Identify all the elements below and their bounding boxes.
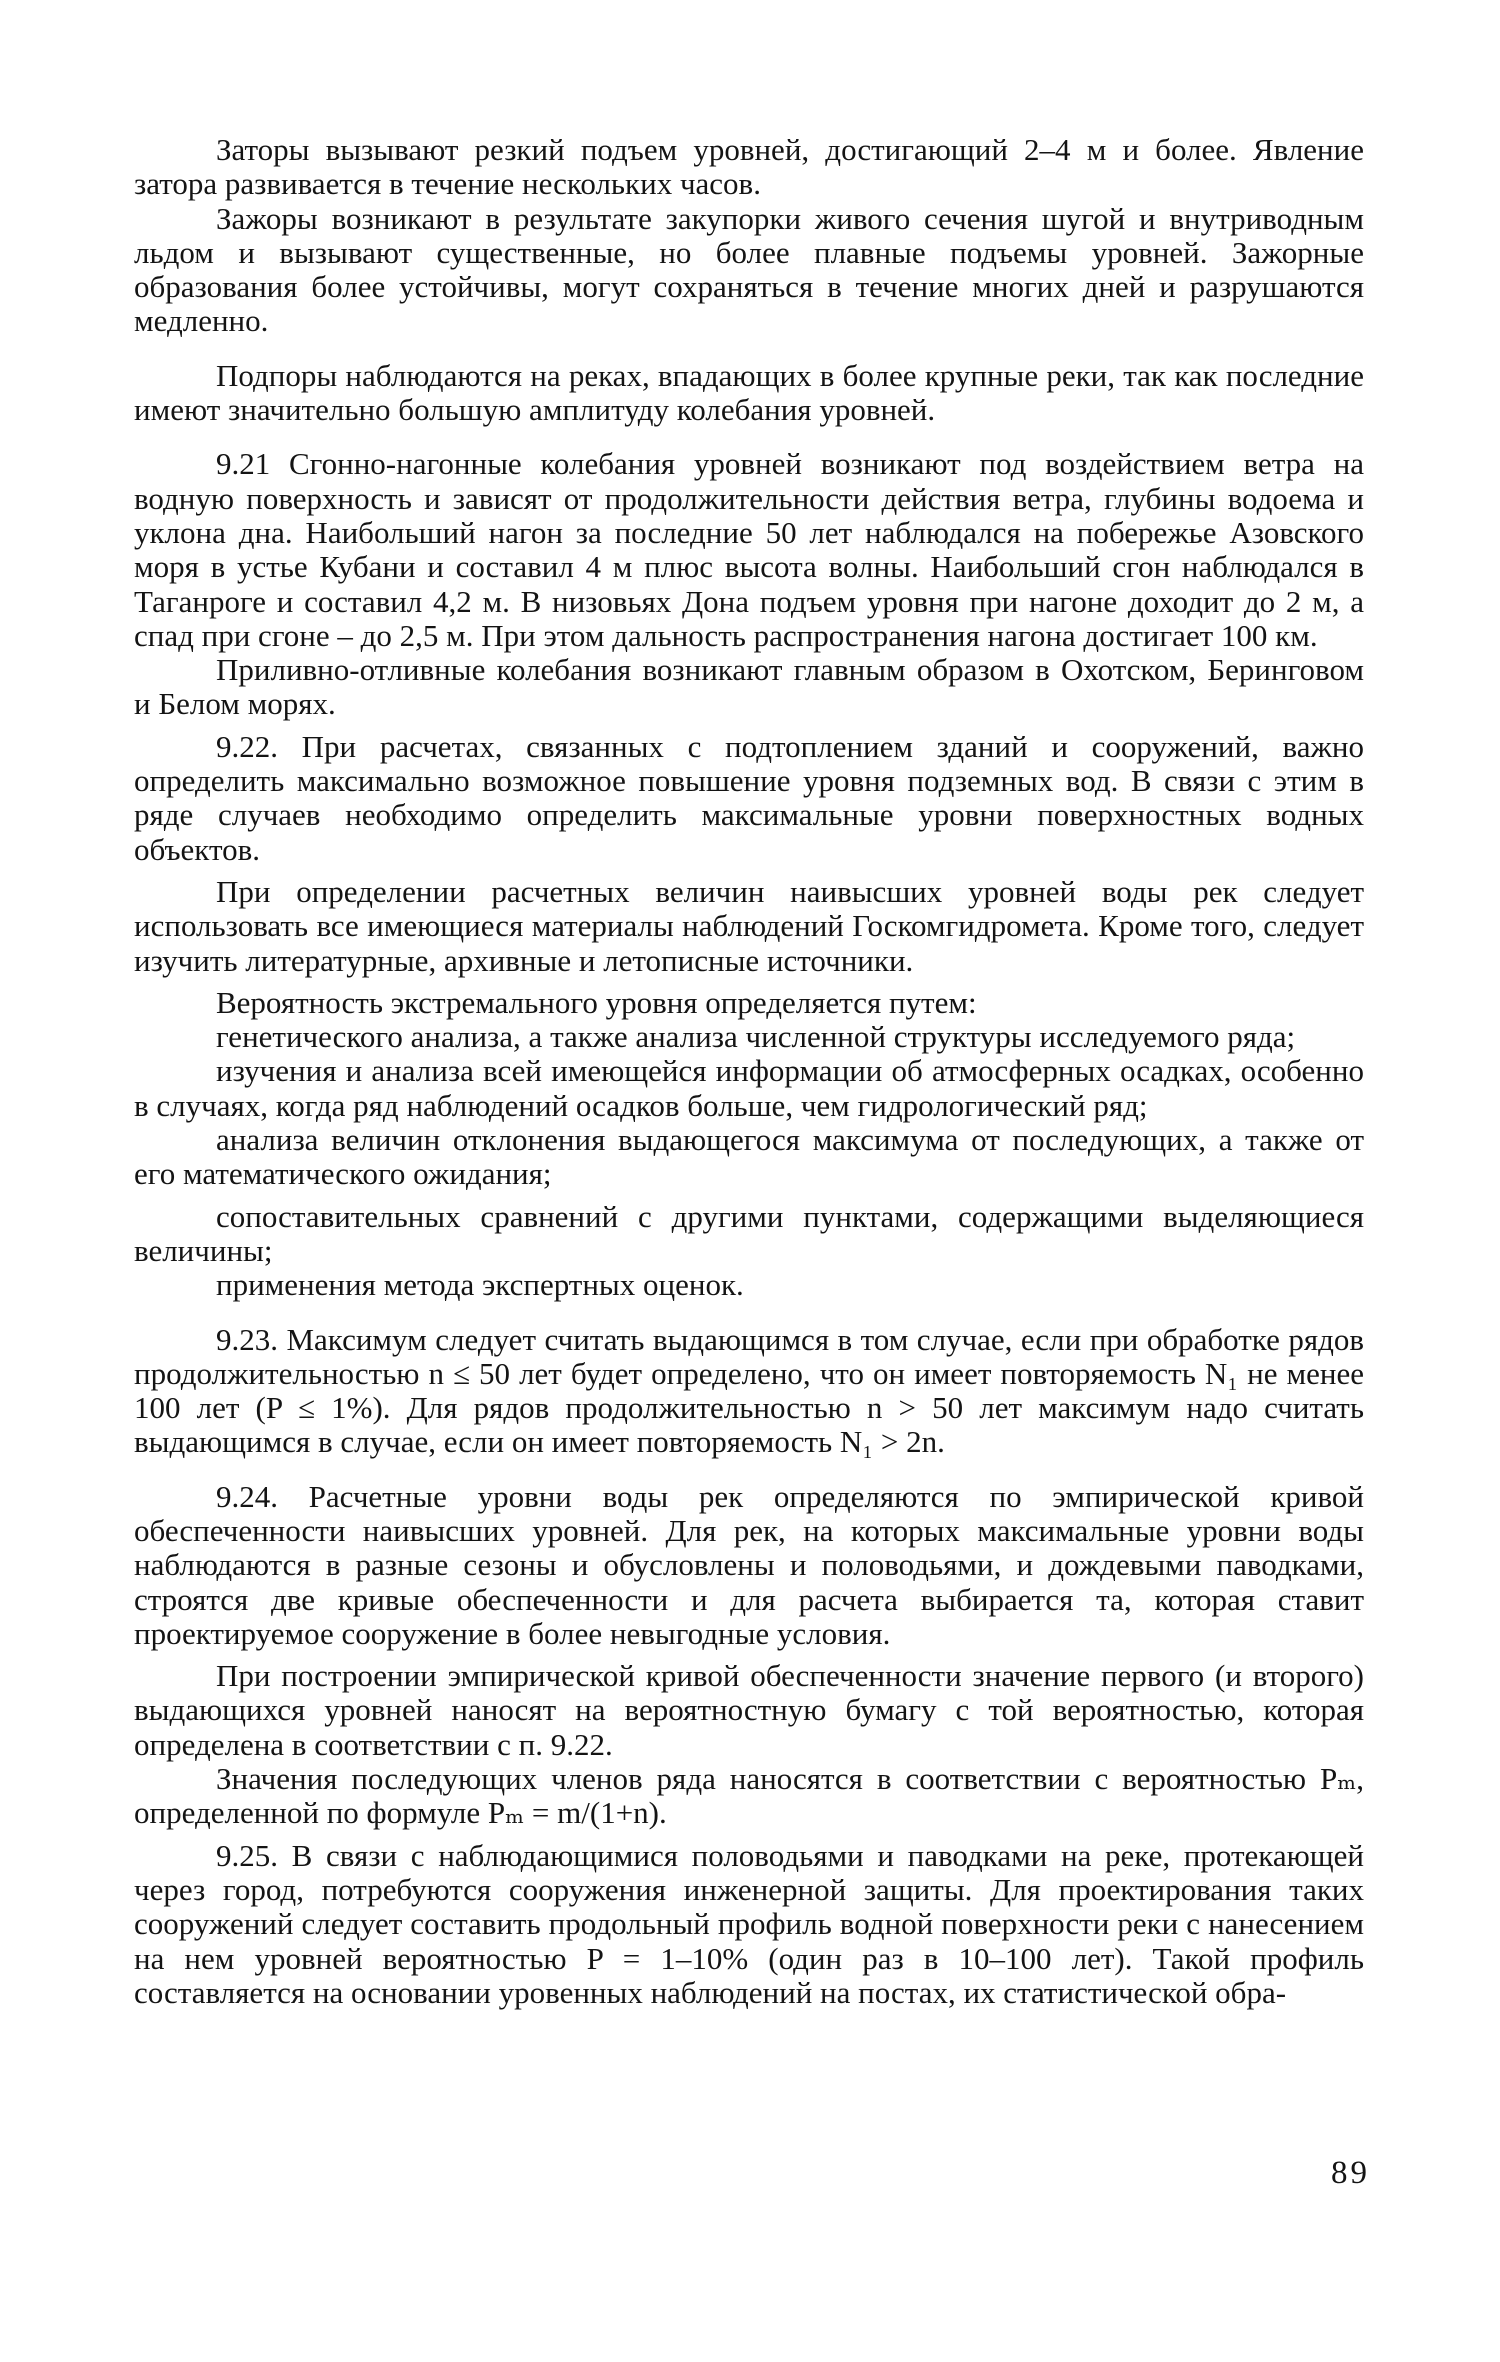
body-text xyxy=(134,133,1364,2010)
list-item-deviation: анализа величин отклонения выдающегося максимума от последующих, а также от его математического ожидания; xyxy=(134,1122,1364,1192)
list-item-genetic-analysis: генетического анализа, а также анализа численной структуры исследуемого ряда; xyxy=(216,1019,1296,1055)
paragraph-9-23: 9.23. Максимум следует считать выдающимся в том случае, если при обработке рядов продолжительностью n ≤ 50 лет будет определено, что он имеет повторяемость N₁ не менее 100 лет (P ≤ 1%). Для рядов продолжительностью n > 50 лет максимум надо считать выдающимся в случае, если он имеет повторяемость N₁ > 2n. xyxy=(134,1321,1364,1460)
paragraph-empirical-curve: При построении эмпирической кривой обеспеченности значение первого (и второго) выдающихся уровней наносят на вероятностную бумагу с той вероятностью, которая определена в соответствии с п. 9.22. xyxy=(134,1658,1364,1762)
paragraph-probability-intro: Вероятность экстремального уровня определяется путем: xyxy=(216,984,977,1020)
paragraph-9-25: 9.25. В связи с наблюдающимися половодьями и паводками на реке, протекающей через город, потребуются сооружения инженерной защиты. Для проектирования таких сооружений следует составить продольный профиль водной поверхности реки с нанесением на нем уровней вероятностью P = 1–10% (один раз в 10–100 лет). Такой профиль составляется на основании уровенных наблюдений на постах, их статистической обра- xyxy=(134,1837,1364,2010)
paragraph-backwater: Подпоры наблюдаются на реках, впадающих в более крупные реки, так как последние имеют значительно большую амплитуду колебания уровней. xyxy=(134,357,1364,428)
paragraph-formula: Значения последующих членов ряда наносятся в соответствии с вероятностью Pₘ, определенной по формуле Pₘ = m/(1+n). xyxy=(134,1761,1364,1831)
paragraph-frazil-jams: Зажоры возникают в результате закупорки живого сечения шугой и внутриводным льдом и вызывают существенные, но более плавные подъемы уровней. Зажорные образования более устойчивы, могут сохраняться в течение многих дней и разрушаются медленно. xyxy=(134,200,1364,339)
paragraph-design-levels: При определении расчетных величин наивысших уровней воды рек следует использовать все имеющиеся материалы наблюдений Госкомгидромета. Кроме того, следует изучить литературные, архивные и летописные источники. xyxy=(134,873,1364,978)
list-item-comparison: сопоставительных сравнений с другими пунктами, содержащими выделяющиеся величины; xyxy=(134,1198,1364,1268)
list-item-precipitation: изучения и анализа всей имеющейся информации об атмосферных осадках, особенно в случаях, когда ряд наблюдений осадков больше, чем гидрологический ряд; xyxy=(134,1053,1364,1123)
page-number: 89 xyxy=(1331,2155,1370,2191)
paragraph-9-21: 9.21 Сгонно-нагонные колебания уровней возникают под воздействием ветра на водную поверхность и зависят от продолжительности действия ветра, глубины водоема и уклона дна. Наибольший нагон за последние 50 лет наблюдался на побережье Азовского моря в устье Кубани и составил 4 м плюс высота волны. Наибольший сгон наблюдался в Таганроге и составил 4,2 м. В низовьях Дона подъем уровня при нагоне доходит до 2 м, а спад при сгоне – до 2,5 м. При этом дальность распространения нагона достигает 100 км. xyxy=(134,446,1364,653)
paragraph-tidal: Приливно-отливные колебания возникают главным образом в Охотском, Беринговом и Белом морях. xyxy=(134,652,1364,722)
paragraph-9-24: 9.24. Расчетные уровни воды рек определяются по эмпирической кривой обеспеченности наивысших уровней. Для рек, на которых максимальные уровни воды наблюдаются в разные сезоны и обусловлены и половодьями, и дождевыми паводками, строятся две кривые обеспеченности и для расчета выбирается та, которая ставит проектируемое сооружение в более невыгодные условия. xyxy=(134,1478,1364,1651)
list-item-expert: применения метода экспертных оценок. xyxy=(216,1267,744,1303)
paragraph-ice-jams: Заторы вызывают резкий подъем уровней, достигающий 2–4 м и более. Явление затора развивается в течение нескольких часов. xyxy=(134,132,1364,202)
paragraph-9-22: 9.22. При расчетах, связанных с подтоплением зданий и сооружений, важно определить максимально возможное повышение уровня подземных вод. В связи с этим в ряде случаев необходимо определить максимальные уровни поверхностных водных объектов. xyxy=(134,728,1364,867)
